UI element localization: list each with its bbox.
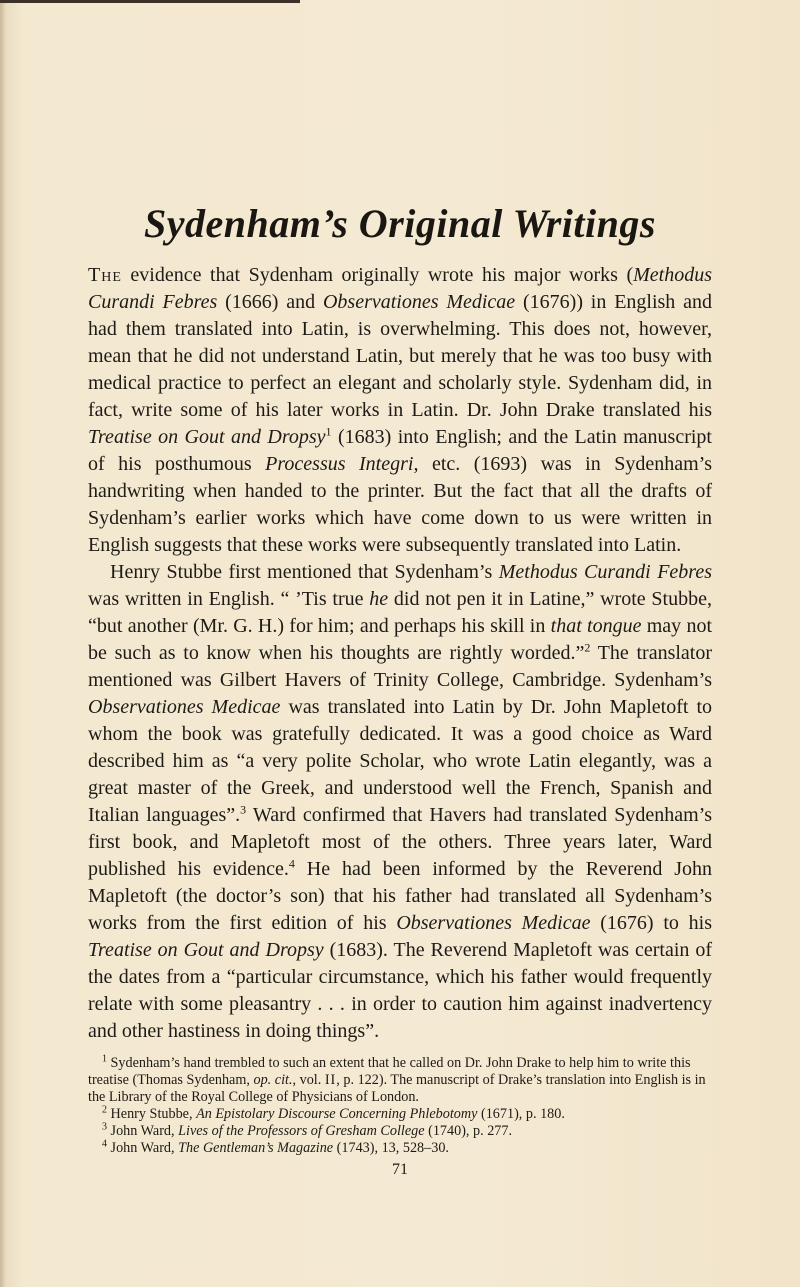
footnote-italic: Lives of the Professors of Gresham College <box>178 1123 425 1139</box>
text-run: evidence that Sydenham originally wrote his major works ( <box>121 264 634 286</box>
footnote-ref: 1 <box>325 424 332 439</box>
footnote-text: John Ward, <box>107 1140 179 1156</box>
page-number: 71 <box>392 1161 408 1178</box>
text-run: was translated into Latin by Dr. John Mapletoft to whom the book was gratefully dedicated. It was a good choice as Ward described him as “a very polite Scholar, who wrote Latin elegantly, was a great master of the Greek, and understood well the French, Spanish and Italian languages”. <box>88 696 713 826</box>
book-title: Methodus Curandi Febres <box>498 561 712 583</box>
top-rule <box>0 0 300 3</box>
text-run: (1676)) in English and had them translated into Latin, is overwhelming. This does not, however, mean that he did not understand Latin, but merely that he was too busy with medical practice to perfect an elegant and scholarly style. Sydenham did, in fact, write some of his later works in Latin. Dr. John Drake translated his <box>88 291 712 421</box>
footnote-text: John Ward, <box>107 1123 179 1139</box>
text-run: (1683). The Reverend Mapletoft was certain of the dates from a “particular circumstance, which his father would frequently relate with some pleasantry . . . in order to caution him against inadvertency and other hastiness in doing things”. <box>88 939 713 1042</box>
footnote-text: , p. 122). The manuscript of Drake’s translation into English is in the Library of the Royal College of Physicians of London. <box>88 1072 706 1105</box>
book-title: Treatise on Gout and Dropsy <box>88 426 326 448</box>
footnote-italic: The Gentleman’s Magazine <box>178 1140 334 1156</box>
paragraph-1 <box>88 262 712 559</box>
book-title: Observationes Medicae <box>396 912 591 934</box>
book-title: Observationes Medicae <box>88 696 281 718</box>
footnote-ref: 4 <box>288 856 295 871</box>
text-run: He had been informed by the Reverend John Mapletoft (the doctor’s son) that his father had translated all Sydenham’s works from the first edition of his <box>88 858 712 934</box>
text-run: (1666) and <box>217 291 323 313</box>
lead-word: The <box>88 264 122 286</box>
footnote-number: 1 <box>102 1053 107 1065</box>
footnote-number: 2 <box>102 1104 107 1116</box>
emphasis: that tongue <box>550 615 642 637</box>
text-run: may not be such as to know when his thoughts are rightly worded.” <box>88 615 713 664</box>
footnote-ref: 3 <box>240 802 247 817</box>
text-run: was written in English. “ ’Tis true <box>88 588 370 610</box>
footnote-number: 4 <box>102 1138 107 1150</box>
footnote-text: (1740), p. 277. <box>424 1123 513 1139</box>
footnote-ref: 2 <box>584 640 591 655</box>
volume-number: II <box>324 1072 337 1088</box>
footnote-text: (1743), 13, 528–30. <box>333 1140 449 1156</box>
footnote-number: 3 <box>102 1121 107 1133</box>
footnote-text: Henry Stubbe, <box>107 1106 197 1122</box>
page-title: Sydenham’s Original Writings <box>144 201 656 246</box>
book-title: Observationes Medicae <box>322 291 516 313</box>
text-run: etc. (1693) was in Sydenham’s handwriting when handed to the printer. But the fact that all the drafts of Sydenham’s earlier works which have come down to us were written in English suggests that these works were subsequently translated into Latin. <box>88 453 712 556</box>
footnote-2 <box>88 1106 712 1123</box>
emphasis: he <box>369 588 389 610</box>
book-title: Methodus Curandi Febres <box>88 264 712 313</box>
text-run: (1683) into English; and the Latin manuscript of his posthumous <box>88 426 712 475</box>
footnote-text: Sydenham’s hand trembled to such an extent that he called on Dr. John Drake to help him to write this treatise (Thomas Sydenham, <box>88 1055 691 1088</box>
footnote-text: , vol. <box>292 1072 325 1088</box>
footnote-4 <box>88 1140 712 1157</box>
body-text <box>88 262 712 1045</box>
text-run: Ward confirmed that Havers had translated Sydenham’s first book, and Mapletoft most of the others. Three years later, Ward published his evidence. <box>88 804 712 880</box>
footnote-italic: op. cit. <box>253 1072 293 1088</box>
paragraph-2 <box>88 559 712 1045</box>
footnote-text: (1671), p. 180. <box>477 1106 565 1122</box>
text-run: The translator mentioned was Gilbert Havers of Trinity College, Cambridge. Sydenham’s <box>88 642 712 691</box>
text-run: did not pen it in Latine,” wrote Stubbe, “but another (Mr. G. H.) for him; and perhaps his skill in <box>88 588 712 637</box>
book-title: Treatise on Gout and Dropsy <box>88 939 324 961</box>
footnote-italic: An Epistolary Discourse Concerning Phlebotomy <box>196 1106 478 1122</box>
book-title: Processus Integri, <box>265 453 419 475</box>
text-run: Henry Stubbe first mentioned that Sydenham’s <box>110 561 499 583</box>
footnote-3 <box>88 1123 712 1140</box>
text-run: (1676) to his <box>590 912 712 934</box>
footnote-1 <box>88 1055 712 1106</box>
footnotes <box>88 1055 712 1157</box>
